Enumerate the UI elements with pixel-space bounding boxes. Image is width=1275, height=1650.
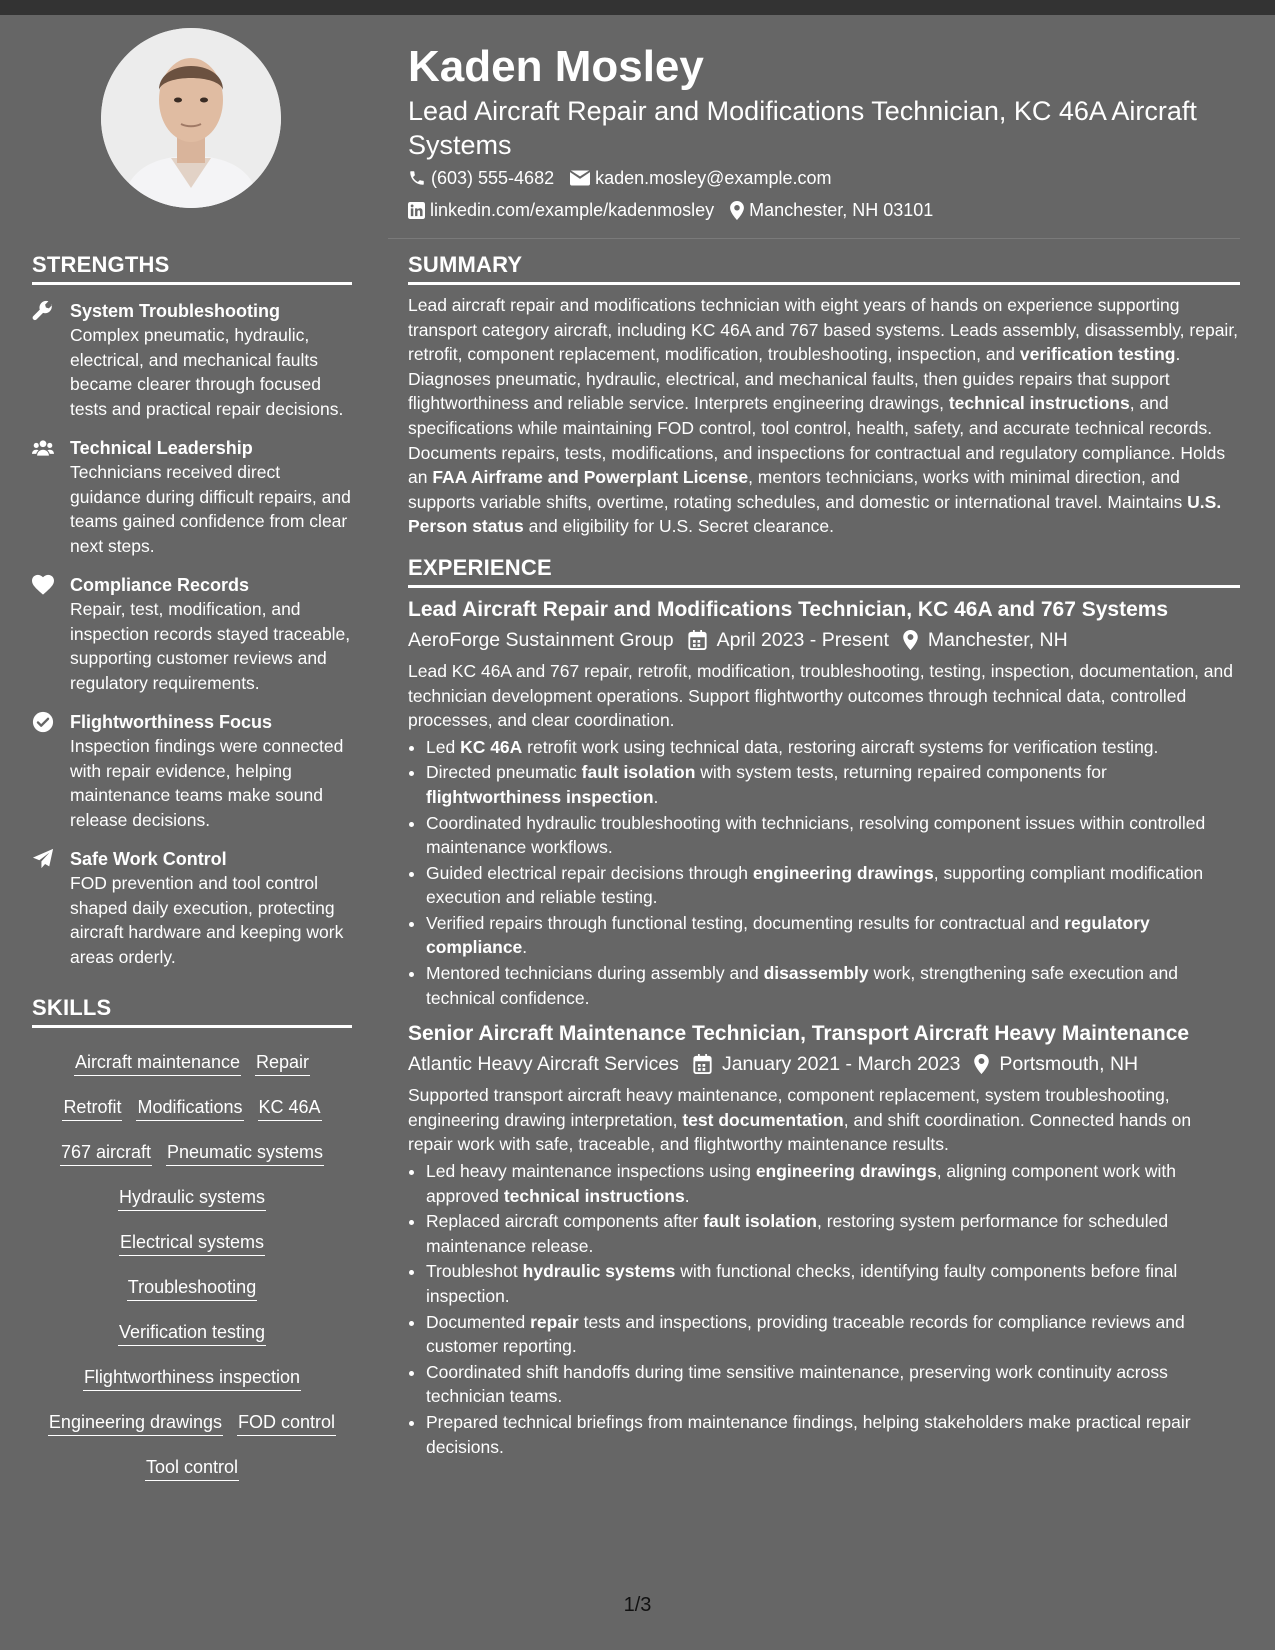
linkedin-icon bbox=[408, 202, 425, 219]
job-location bbox=[974, 1049, 1138, 1079]
skill-tag: Pneumatic systems bbox=[166, 1139, 324, 1166]
strength-desc: FOD prevention and tool control shaped daily execution, protecting aircraft hardware and keeping work areas orderly. bbox=[70, 873, 344, 967]
skill-tag: Repair bbox=[255, 1049, 310, 1076]
job-bullet: • Directed pneumatic fault isolation with system tests, returning repaired components for flightworthiness inspection. bbox=[426, 760, 1240, 809]
top-bar bbox=[0, 0, 1275, 15]
strength-title: System Troubleshooting bbox=[70, 301, 281, 321]
strength-item bbox=[32, 299, 352, 421]
strength-item bbox=[32, 847, 352, 969]
job-location bbox=[903, 625, 1068, 655]
strength-title: Technical Leadership bbox=[70, 438, 253, 458]
job-dates bbox=[693, 1049, 960, 1079]
job-description: Supported transport aircraft heavy maintenance, component replacement, system troubleshooting, engineering drawing interpretation, test documentation, and shift coordination. Connected hands on repair work with safe, traceable, and flightworthy maintenance results. bbox=[408, 1085, 1192, 1155]
map-pin-icon bbox=[974, 1054, 989, 1074]
contact-row-1 bbox=[408, 162, 1248, 194]
skill-tag: Hydraulic systems bbox=[118, 1184, 266, 1211]
candidate-name: Kaden Mosley bbox=[408, 42, 704, 91]
sidebar bbox=[32, 252, 352, 1490]
experience-heading: EXPERIENCE bbox=[408, 555, 1240, 588]
skill-tag: Engineering drawings bbox=[48, 1409, 223, 1436]
job-bullet: • Documented repair tests and inspections, providing traceable records for compliance reviews and customer reporting. bbox=[426, 1310, 1240, 1359]
job-entry bbox=[408, 596, 1240, 1010]
job-role: Senior Aircraft Maintenance Technician, Transport Aircraft Heavy Maintenance bbox=[408, 1022, 1190, 1046]
job-bullet: • Guided electrical repair decisions through engineering drawings, supporting compliant modification execution and reliable testing. bbox=[426, 861, 1240, 910]
job-bullets bbox=[408, 1159, 1240, 1459]
strengths-list bbox=[32, 299, 352, 969]
candidate-title: Lead Aircraft Repair and Modifications Technician, KC 46A Aircraft Systems bbox=[408, 96, 1197, 160]
strength-desc: Technicians received direct guidance during difficult repairs, and teams gained confidence from clear next steps. bbox=[70, 462, 351, 556]
job-bullet: • Coordinated shift handoffs during time sensitive maintenance, preserving work continuity across technician teams. bbox=[426, 1360, 1240, 1409]
skills-list bbox=[32, 1040, 352, 1490]
main-content bbox=[408, 252, 1240, 1460]
strength-title: Safe Work Control bbox=[70, 849, 227, 869]
job-role: Lead Aircraft Repair and Modifications Technician, KC 46A and 767 Systems bbox=[408, 597, 1169, 621]
skill-tag: FOD control bbox=[237, 1409, 336, 1436]
email-text: kaden.mosley@example.com bbox=[595, 168, 832, 188]
strength-title: Compliance Records bbox=[70, 575, 250, 595]
users-icon bbox=[32, 437, 54, 459]
job-location-text: Manchester, NH bbox=[927, 628, 1068, 651]
location-text: Manchester, NH 03101 bbox=[749, 200, 934, 220]
job-company: Atlantic Heavy Aircraft Services bbox=[408, 1053, 679, 1076]
job-bullet: • Led heavy maintenance inspections using engineering drawings, aligning component work with approved technical instructions. bbox=[426, 1159, 1240, 1208]
phone-contact[interactable] bbox=[408, 162, 554, 194]
skill-tag: Verification testing bbox=[118, 1319, 266, 1346]
strength-item bbox=[32, 710, 352, 832]
skill-tag: Modifications bbox=[136, 1094, 243, 1121]
header bbox=[408, 40, 1248, 226]
job-bullet: • Verified repairs through functional testing, documenting results for contractual and regulatory compliance. bbox=[426, 911, 1240, 960]
summary-heading: SUMMARY bbox=[408, 252, 1240, 285]
profile-photo bbox=[101, 28, 281, 208]
calendar-icon bbox=[688, 630, 707, 650]
strength-item bbox=[32, 436, 352, 558]
paper-plane-icon bbox=[32, 848, 54, 870]
job-bullet: • Coordinated hydraulic troubleshooting with technicians, resolving component issues within controlled maintenance workflows. bbox=[426, 811, 1240, 860]
map-pin-icon bbox=[730, 201, 744, 220]
skill-tag: 767 aircraft bbox=[60, 1139, 152, 1166]
job-bullet: • Troubleshot hydraulic systems with functional checks, identifying faulty components before final inspection. bbox=[426, 1259, 1240, 1308]
check-circle-icon bbox=[32, 711, 54, 733]
location-contact bbox=[730, 194, 933, 226]
skill-tag: Flightworthiness inspection bbox=[83, 1364, 301, 1391]
job-company: AeroForge Sustainment Group bbox=[408, 628, 674, 651]
skill-tag: Aircraft maintenance bbox=[74, 1049, 241, 1076]
job-dates bbox=[688, 625, 889, 655]
email-contact[interactable] bbox=[570, 162, 831, 194]
job-entry bbox=[408, 1020, 1240, 1459]
job-dates-text: April 2023 - Present bbox=[716, 628, 889, 651]
strength-desc: Repair, test, modification, and inspection records stayed traceable, supporting customer reviews and regulatory requirements. bbox=[70, 599, 351, 693]
job-bullet: • Led KC 46A retrofit work using technical data, restoring aircraft systems for verification testing. bbox=[426, 735, 1240, 760]
job-bullet: • Prepared technical briefings from maintenance findings, helping stakeholders make practical repair decisions. bbox=[426, 1410, 1240, 1459]
contact-row-2 bbox=[408, 194, 1248, 226]
envelope-icon bbox=[570, 170, 590, 186]
skill-tag: Retrofit bbox=[62, 1094, 122, 1121]
job-dates-text: January 2021 - March 2023 bbox=[721, 1053, 961, 1076]
job-bullet: • Mentored technicians during assembly and disassembly work, strengthening safe execution and technical confidence. bbox=[426, 961, 1240, 1010]
page-number: 1/3 bbox=[623, 1594, 652, 1616]
skill-tag: KC 46A bbox=[258, 1094, 322, 1121]
linkedin-text: linkedin.com/example/kadenmosley bbox=[430, 200, 715, 220]
map-pin-icon bbox=[903, 630, 918, 650]
skills-heading: SKILLS bbox=[32, 995, 352, 1028]
strength-item bbox=[32, 573, 352, 695]
skill-tag: Electrical systems bbox=[119, 1229, 265, 1256]
job-bullet: • Replaced aircraft components after fault isolation, restoring system performance for scheduled maintenance release. bbox=[426, 1209, 1240, 1258]
skill-tag: Troubleshooting bbox=[127, 1274, 257, 1301]
heart-icon bbox=[32, 574, 54, 596]
strength-desc: Inspection findings were connected with repair evidence, helping maintenance teams make sound release decisions. bbox=[70, 736, 344, 830]
linkedin-contact[interactable] bbox=[408, 194, 714, 226]
job-meta bbox=[408, 625, 1240, 655]
wrench-icon bbox=[32, 300, 54, 322]
phone-text: (603) 555-4682 bbox=[431, 168, 555, 188]
job-bullets bbox=[408, 735, 1240, 1011]
skill-tag: Tool control bbox=[145, 1454, 239, 1481]
strength-desc: Complex pneumatic, hydraulic, electrical, and mechanical faults became clearer through focused tests and practical repair decisions. bbox=[70, 325, 344, 419]
strength-title: Flightworthiness Focus bbox=[70, 712, 273, 732]
summary-text: Lead aircraft repair and modifications technician with eight years of hands on experience supporting transport category aircraft, including KC 46A and 767 based systems. Leads assembly, disassembly, repair, retrofit, component replacement, modification, troubleshooting, inspection, and verification testing. Diagnoses pneumatic, hydraulic, electrical, and mechanical faults, then guides repairs that support flightworthiness and reliable service. Interprets engineering drawings, technical instructions, and specifications while maintaining FOD control, tool control, health, safety, and accurate technical records. Documents repairs, tests, modifications, and inspections for contractual and regulatory compliance. Holds an FAA Airframe and Powerplant License, mentors technicians, works with minimal direction, and supports variable shifts, overtime, rotating schedules, and domestic or international travel. Maintains U.S. Person status and eligibility for U.S. Secret clearance. bbox=[408, 295, 1239, 537]
profile-photo-icon bbox=[101, 28, 281, 208]
job-meta bbox=[408, 1049, 1240, 1079]
calendar-icon bbox=[693, 1054, 712, 1074]
header-divider bbox=[388, 238, 1240, 239]
job-description: Lead KC 46A and 767 repair, retrofit, modification, troubleshooting, testing, inspection, documentation, and technician development operations. Support flightworthy outcomes through technical data, controlled processes, and clear coordination. bbox=[408, 660, 1233, 731]
job-location-text: Portsmouth, NH bbox=[999, 1053, 1139, 1076]
strengths-heading: STRENGTHS bbox=[32, 252, 352, 285]
phone-icon bbox=[408, 169, 426, 187]
